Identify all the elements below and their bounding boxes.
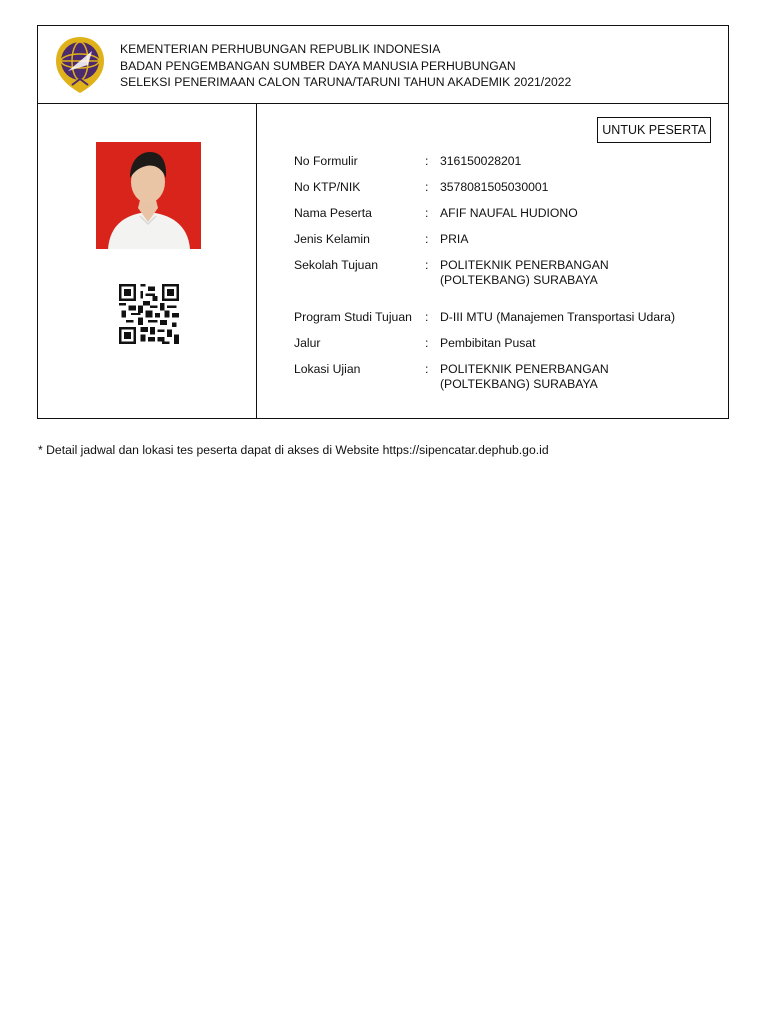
field-value bbox=[440, 362, 740, 392]
ministry-emblem-icon bbox=[54, 35, 106, 95]
footnote: * Detail jadwal dan lokasi tes peserta dapat di akses di Website https://sipencatar.dephub.go.id bbox=[38, 443, 549, 457]
card-header bbox=[38, 26, 728, 104]
field-colon: : bbox=[425, 206, 429, 220]
field-value: AFIF NAUFAL HUDIONO bbox=[440, 206, 578, 220]
field-value: Pembibitan Pusat bbox=[440, 336, 536, 350]
field-colon: : bbox=[425, 336, 429, 350]
field-label: Program Studi Tujuan bbox=[294, 310, 412, 324]
field-colon: : bbox=[425, 232, 429, 246]
qr-code-icon bbox=[119, 284, 179, 344]
field-value-line: POLITEKNIK PENERBANGAN bbox=[440, 258, 609, 272]
field-value-line: (POLTEKBANG) SURABAYA bbox=[440, 273, 598, 287]
photo-column bbox=[38, 104, 257, 418]
selection-title: SELEKSI PENERIMAAN CALON TARUNA/TARUNI TAHUN AKADEMIK 2021/2022 bbox=[120, 75, 572, 89]
field-value: 316150028201 bbox=[440, 154, 522, 168]
details-column bbox=[257, 104, 728, 418]
field-value: D-III MTU (Manajemen Transportasi Udara) bbox=[440, 310, 676, 324]
field-colon: : bbox=[425, 362, 429, 376]
field-label: Jalur bbox=[294, 336, 321, 350]
field-value-line: POLITEKNIK PENERBANGAN bbox=[440, 362, 609, 376]
field-label: Lokasi Ujian bbox=[294, 362, 361, 376]
agency-name: BADAN PENGEMBANGAN SUMBER DAYA MANUSIA PERHUBUNGAN bbox=[120, 58, 516, 73]
field-label: No KTP/NIK bbox=[294, 180, 361, 194]
field-label: No Formulir bbox=[294, 154, 358, 168]
field-value: PRIA bbox=[440, 232, 469, 246]
exam-card bbox=[37, 25, 729, 419]
field-label: Jenis Kelamin bbox=[294, 232, 370, 246]
field-colon: : bbox=[425, 258, 429, 272]
participant-photo bbox=[96, 142, 201, 249]
field-label: Sekolah Tujuan bbox=[294, 258, 379, 272]
field-label: Nama Peserta bbox=[294, 206, 372, 220]
field-value: 3578081505030001 bbox=[440, 180, 549, 194]
field-value bbox=[440, 258, 740, 288]
field-colon: : bbox=[425, 180, 429, 194]
ministry-name: KEMENTERIAN PERHUBUNGAN REPUBLIK INDONESIA bbox=[120, 42, 441, 56]
field-value-line: (POLTEKBANG) SURABAYA bbox=[440, 377, 598, 391]
participant-badge: UNTUK PESERTA bbox=[597, 117, 711, 143]
field-colon: : bbox=[425, 310, 429, 324]
header-text bbox=[120, 41, 571, 91]
field-colon: : bbox=[425, 154, 429, 168]
